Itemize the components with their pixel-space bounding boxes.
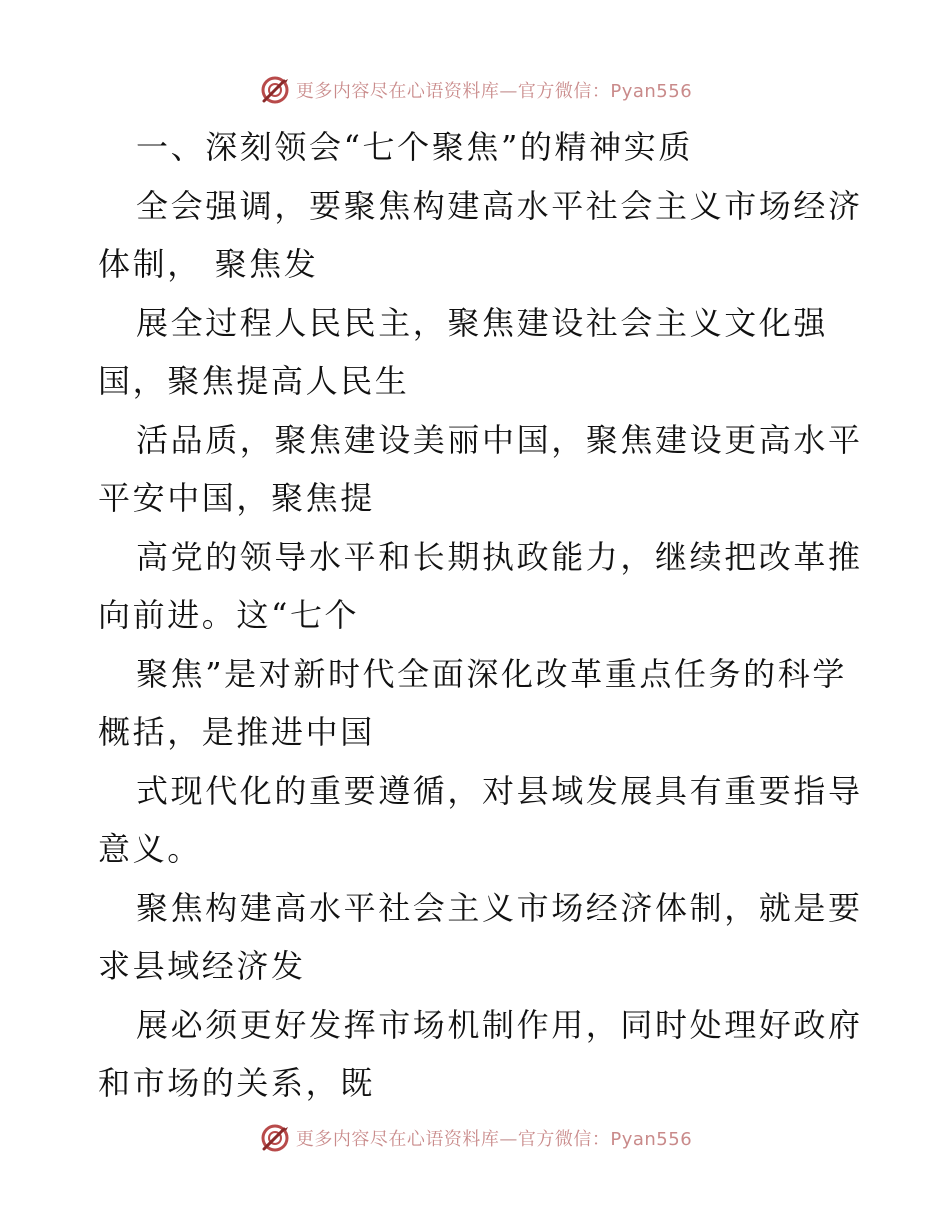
text-line: 一、深刻领会“七个聚焦”的精神实质 [136,128,693,166]
text-line: 展全过程人民民主，聚焦建设社会主义文化强 [136,303,829,342]
text-line: 向前进。这“七个 [98,596,360,634]
text-line: 式现代化的重要遵循，对县域发展具有重要指导 [136,771,863,810]
text-line: 意义。 [98,830,202,868]
text-line: 国，聚焦提高人民生 [98,362,410,400]
text-line: 聚焦”是对新时代全面深化改革重点任务的科学 [136,654,847,693]
text-line: 求县域经济发 [98,947,306,985]
document-body [98,118,863,1113]
logo-icon [258,73,292,107]
text-line: 展必须更好发挥市场机制作用，同时处理好政府 [136,1005,863,1044]
text-line: 聚焦构建高水平社会主义市场经济体制，就是要 [136,888,863,927]
header-watermark [0,70,950,110]
footer-watermark [0,1118,950,1158]
text-line: 和市场的关系，既 [98,1064,375,1102]
watermark-label: 更多内容尽在心语资料库—官方微信：Pyan556 [295,1129,693,1150]
logo-icon [258,1121,292,1155]
text-line: 高党的领导水平和长期执政能力，继续把改革推 [136,537,863,576]
text-line: 活品质，聚焦建设美丽中国，聚焦建设更高水平 [136,420,863,459]
text-line: 概括，是推进中国 [98,713,375,751]
text-line: 平安中国，聚焦提 [98,479,375,517]
text-line: 体制， 聚焦发 [98,245,319,283]
watermark-label: 更多内容尽在心语资料库—官方微信：Pyan556 [295,81,693,102]
text-line: 全会强调，要聚焦构建高水平社会主义市场经济 [136,186,863,225]
